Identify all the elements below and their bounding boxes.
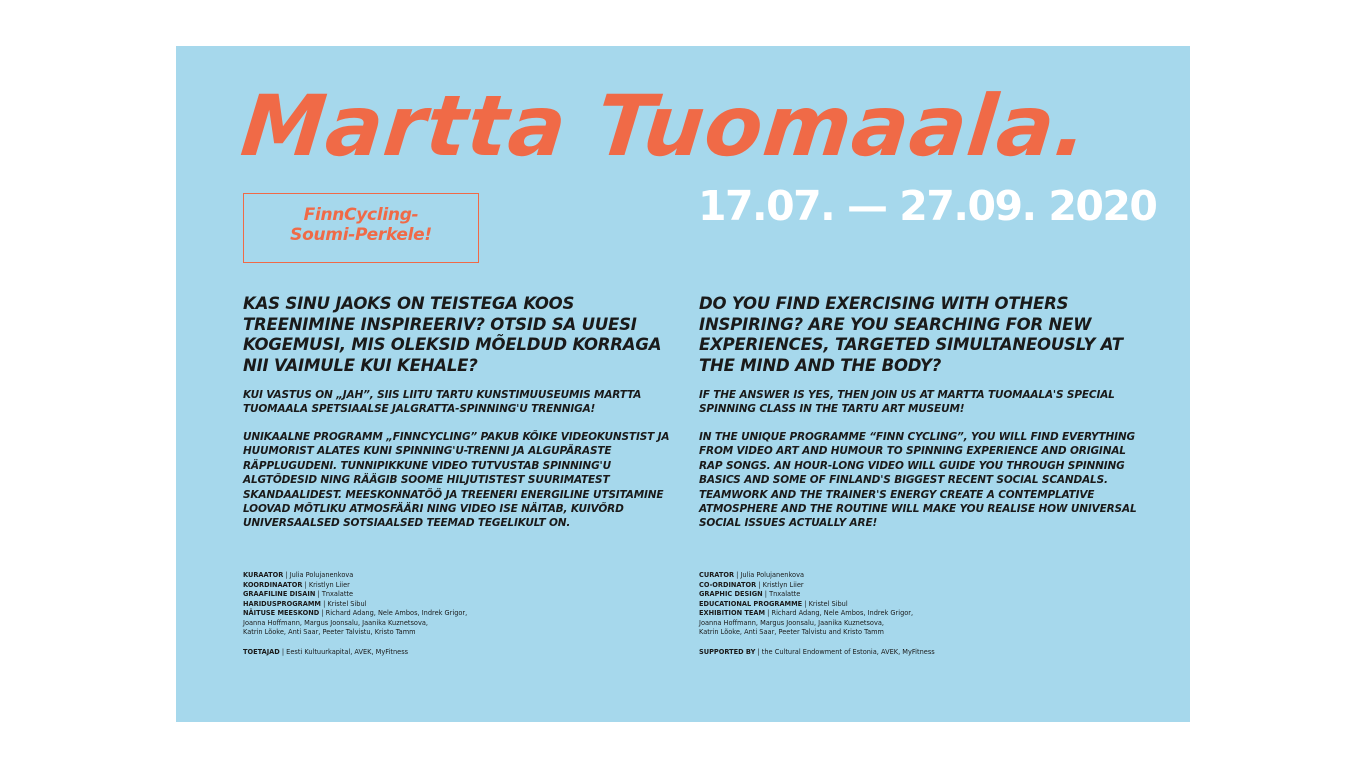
estonian-supporters: TOETAJAD | Eesti Kultuurkapital, AVEK, MyFitness bbox=[243, 648, 409, 656]
poster-title: Martta Tuomaala. bbox=[236, 77, 1094, 175]
credit-value: Kristlyn Liier bbox=[308, 580, 350, 589]
exhibition-dates: 17.07. — 27.09. 2020 bbox=[698, 182, 1157, 230]
credit-line: GRAAFILINE DISAIN | Tnxalatte bbox=[243, 590, 354, 598]
estonian-body: UNIKAALNE PROGRAMM „FINNCYCLING” PAKUB KÕIKE VIDEOKUNSTIST JA HUUMORIST ALATES KUNI SPINNING'U-TRENNI JA ALGUPÄRASTE RÄPPLUGUDENI. TUNNIPIKKUNE VIDEO TUTVUSTAB SPINNING'U ALGTÕDESID NING RÄÄGIB SOOME HILJUTISTEST SUURIMATEST SKANDAALIDEST. MEESKONNATÖÖ JA TREENERI ENERGILINE UTSITAMINE LOOVAD MÕTLIKU ATMOSFÄÄRI NING VIDEO ISE NÄITAB, KUIVÕRD UNIVERSAALSED SOTSIAALSED TEEMAD TEGELIKULT ON. bbox=[243, 431, 670, 530]
english-column bbox=[699, 294, 1139, 656]
english-body: IN THE UNIQUE PROGRAMME “FINN CYCLING”, YOU WILL FIND EVERYTHING FROM VIDEO ART AND HUMOUR TO SPINNING EXPERIENCE AND ORIGINAL RAP SONGS. AN HOUR-LONG VIDEO WILL GUIDE YOU THROUGH SPINNING BASICS AND SOME OF FINLAND'S BIGGEST RECENT SOCIAL SCANDALS. TEAMWORK AND THE TRAINER'S ENERGY CREATE A CONTEMPLATIVE ATMOSPHERE AND THE ROUTINE WILL MAKE YOU REALISE HOW UNIVERSAL SOCIAL ISSUES ACTUALLY ARE! bbox=[699, 431, 1137, 530]
estonian-credits bbox=[243, 571, 467, 638]
credit-key: EDUCATIONAL PROGRAMME bbox=[699, 599, 803, 608]
english-credits bbox=[699, 571, 913, 638]
credit-line: EXHIBITION TEAM | Richard Adang, Nele Ambos, Indrek Grigor, bbox=[699, 609, 914, 617]
estonian-headline: KAS SINU JAOKS ON TEISTEGA KOOS TREENIMINE INSPIREERIV? OTSID SA UUESI KOGEMUSI, MIS OLEKSID MÕELDUD KORRAGA NII VAIMULE KUI KEHALE? bbox=[243, 294, 662, 375]
support-key: TOETAJAD bbox=[243, 648, 280, 656]
estonian-column bbox=[243, 294, 683, 656]
english-headline: DO YOU FIND EXERCISING WITH OTHERS INSPIRING? ARE YOU SEARCHING FOR NEW EXPERIENCES, TARGETED SIMULTANEOUSLY AT THE MIND AND THE BODY? bbox=[699, 294, 1123, 375]
credit-value: Kristlyn Liier bbox=[762, 580, 804, 589]
credit-value: Richard Adang, Nele Ambos, Indrek Grigor, bbox=[325, 609, 468, 617]
subtitle-line-1: FinnCycling- bbox=[303, 205, 419, 225]
credit-line: Joanna Hoffmann, Margus Joonsalu, Jaanika Kuznetsova, bbox=[243, 618, 428, 627]
credit-line: CO-ORDINATOR | Kristlyn Liier bbox=[699, 580, 804, 589]
credit-key: HARIDUSPROGRAMM bbox=[243, 599, 321, 608]
credit-value: Kristel Sibul bbox=[808, 599, 848, 608]
credit-line: Joanna Hoffmann, Margus Joonsalu, Jaanika Kuznetsova, bbox=[699, 618, 884, 627]
credit-value: Kristel Sibul bbox=[327, 599, 367, 608]
support-value: Eesti Kultuurkapital, AVEK, MyFitness bbox=[286, 648, 409, 656]
exhibition-poster bbox=[176, 46, 1190, 722]
credit-line: Katrin Lõoke, Anti Saar, Peeter Talvistu and Kristo Tamm bbox=[699, 628, 884, 636]
english-supporters: SUPPORTED BY | the Cultural Endowment of Estonia, AVEK, MyFitness bbox=[699, 648, 935, 656]
subtitle-box bbox=[243, 193, 479, 263]
credit-line: CURATOR | Julia Polujanenkova bbox=[699, 571, 805, 579]
credit-line: KURAATOR | Julia Polujanenkova bbox=[243, 571, 354, 579]
estonian-intro: KUI VASTUS ON „JAH”, SIIS LIITU TARTU KUNSTIMUUSEUMIS MARTTA TUOMAALA SPETSIAALSE JALGRATTA-SPINNING'U TRENNIGA! bbox=[243, 389, 642, 416]
english-intro: IF THE ANSWER IS YES, THEN JOIN US AT MARTTA TUOMAALA'S SPECIAL SPINNING CLASS IN THE TARTU ART MUSEUM! bbox=[699, 389, 1115, 416]
credit-key: KOORDINAATOR bbox=[243, 580, 303, 589]
subtitle-line-2: Soumi-Perkele! bbox=[290, 225, 432, 245]
support-value: the Cultural Endowment of Estonia, AVEK, MyFitness bbox=[761, 648, 935, 656]
credit-key: CURATOR bbox=[699, 571, 735, 579]
credit-line: KOORDINAATOR | Kristlyn Liier bbox=[243, 580, 350, 589]
credit-key: KURAATOR bbox=[243, 571, 284, 579]
credit-line: EDUCATIONAL PROGRAMME | Kristel Sibul bbox=[699, 599, 848, 608]
credit-line: HARIDUSPROGRAMM | Kristel Sibul bbox=[243, 599, 367, 608]
credit-key: GRAAFILINE DISAIN bbox=[243, 590, 316, 598]
credit-key: GRAPHIC DESIGN bbox=[699, 590, 763, 598]
credit-value: Tnxalatte bbox=[769, 590, 801, 598]
credit-value: Richard Adang, Nele Ambos, Indrek Grigor, bbox=[771, 609, 914, 617]
credit-line: GRAPHIC DESIGN | Tnxalatte bbox=[699, 590, 801, 598]
credit-key: EXHIBITION TEAM bbox=[699, 609, 766, 617]
credit-line: NÄITUSE MEESKOND | Richard Adang, Nele Ambos, Indrek Grigor, bbox=[243, 609, 468, 617]
credit-value: Julia Polujanenkova bbox=[740, 571, 805, 579]
credit-line: Katrin Lõoke, Anti Saar, Peeter Talvistu, Kristo Tamm bbox=[243, 628, 416, 636]
credit-value: Julia Polujanenkova bbox=[289, 571, 354, 579]
credit-key: CO-ORDINATOR bbox=[699, 580, 757, 589]
credit-key: NÄITUSE MEESKOND bbox=[243, 609, 320, 617]
credit-value: Tnxalatte bbox=[321, 590, 354, 598]
support-key: SUPPORTED BY bbox=[699, 648, 756, 656]
